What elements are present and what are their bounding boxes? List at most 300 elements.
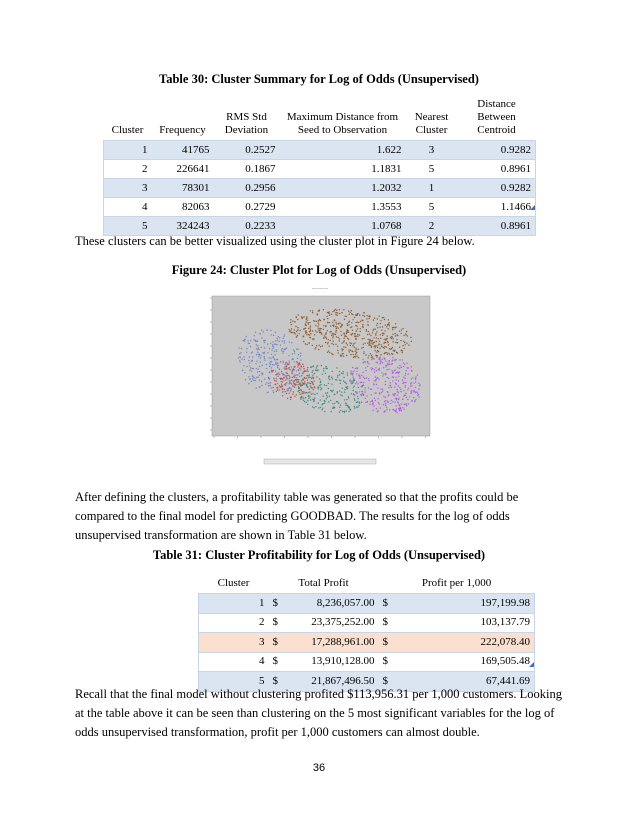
cluster-point — [322, 408, 323, 409]
cluster-point — [256, 368, 257, 369]
cluster-point — [312, 338, 313, 339]
maxdist-header-text: Maximum Distance from Seed to Observation — [286, 111, 399, 136]
cluster-point — [410, 393, 411, 394]
cluster-point — [304, 381, 305, 382]
cluster-point — [397, 352, 398, 353]
cluster-point — [349, 314, 350, 315]
cluster-point — [369, 404, 370, 405]
cluster-point — [332, 322, 333, 323]
cluster-point — [336, 323, 337, 324]
cluster-point — [277, 376, 278, 377]
cluster-point — [298, 391, 299, 392]
cluster-point — [294, 374, 295, 375]
cluster-point — [322, 404, 323, 405]
cluster-point — [385, 381, 386, 382]
cluster-point — [355, 383, 356, 384]
table-cell: 1 — [406, 179, 458, 198]
cluster-point — [411, 366, 412, 367]
cluster-point — [310, 337, 311, 338]
cluster-point — [395, 342, 396, 343]
cluster-point — [327, 342, 328, 343]
cluster-point — [385, 384, 386, 385]
cluster-point — [405, 375, 406, 376]
cluster-point — [388, 324, 389, 325]
cluster-point — [309, 388, 310, 389]
cluster-point — [262, 365, 263, 366]
cluster-point — [298, 388, 299, 389]
cluster-point — [286, 348, 287, 349]
rms-header-text: RMS Std Deviation — [224, 111, 269, 136]
cluster-point — [357, 328, 358, 329]
cluster-point — [289, 381, 290, 382]
cluster-point — [262, 374, 263, 375]
cluster-point — [270, 358, 271, 359]
cluster-point — [388, 319, 389, 320]
cluster-point — [355, 333, 356, 334]
cluster-point — [284, 366, 285, 367]
cluster-point — [335, 312, 336, 313]
cluster-point — [289, 382, 290, 383]
cluster-point — [286, 382, 287, 383]
cluster-point — [397, 389, 398, 390]
cluster-point — [271, 367, 272, 368]
cluster-point — [407, 389, 408, 390]
table-cell: $ — [269, 652, 291, 672]
cluster-point — [308, 328, 309, 329]
cluster-point — [314, 373, 315, 374]
cluster-point — [378, 402, 379, 403]
cluster-point — [398, 373, 399, 374]
cluster-point — [353, 343, 354, 344]
cluster-point — [333, 335, 334, 336]
cluster-point — [301, 396, 302, 397]
cluster-point — [253, 339, 254, 340]
cluster-point — [327, 368, 328, 369]
cluster-point — [308, 396, 309, 397]
cluster-point — [348, 332, 349, 333]
cluster-point — [342, 349, 343, 350]
cluster-point — [316, 331, 317, 332]
cluster-point — [384, 346, 385, 347]
cluster-point — [372, 357, 373, 358]
cluster-point — [294, 396, 295, 397]
cluster-point — [372, 344, 373, 345]
cluster-point — [268, 385, 269, 386]
table-cell: 78301 — [152, 179, 214, 198]
cluster-point — [367, 315, 368, 316]
cluster-point — [304, 371, 305, 372]
cluster-point — [371, 389, 372, 390]
cluster-point — [377, 362, 378, 363]
cluster-point — [311, 372, 312, 373]
cluster-point — [308, 392, 309, 393]
cluster-point — [325, 332, 326, 333]
cluster-point — [332, 378, 333, 379]
cluster-point — [315, 406, 316, 407]
cluster-point — [389, 409, 390, 410]
cluster-point — [386, 352, 387, 353]
cluster-point — [335, 314, 336, 315]
cluster-point — [327, 392, 328, 393]
table-cell: 4 — [104, 198, 152, 217]
cluster-point — [382, 362, 383, 363]
cluster-point — [345, 347, 346, 348]
cluster-point — [291, 328, 292, 329]
cluster-point — [360, 321, 361, 322]
cluster-point — [406, 363, 407, 364]
cluster-point — [310, 325, 311, 326]
cluster-point — [376, 341, 377, 342]
cluster-point — [294, 321, 295, 322]
cluster-point — [284, 349, 285, 350]
cluster-point — [379, 341, 380, 342]
cluster-point — [243, 340, 244, 341]
cluster-point — [394, 410, 395, 411]
cluster-point — [369, 316, 370, 317]
cluster-point — [301, 366, 302, 367]
cluster-point — [388, 369, 389, 370]
cluster-point — [283, 336, 284, 337]
cluster-point — [335, 379, 336, 380]
cluster-point — [400, 340, 401, 341]
cluster-point — [375, 333, 376, 334]
cluster-point — [312, 406, 313, 407]
cluster-point — [309, 396, 310, 397]
cluster-point — [279, 389, 280, 390]
cluster-point — [368, 363, 369, 364]
cluster-point — [394, 395, 395, 396]
cluster-point — [248, 360, 249, 361]
cluster-point — [273, 335, 274, 336]
cluster-point — [317, 326, 318, 327]
paragraph-line: These clusters can be better visualized using the cluster plot in Figure 24 below. — [75, 234, 475, 248]
cluster-point — [290, 322, 291, 323]
cluster-point — [347, 374, 348, 375]
cluster-point — [337, 312, 338, 313]
cluster-point — [294, 380, 295, 381]
cluster-point — [371, 394, 372, 395]
cluster-point — [389, 325, 390, 326]
cluster-point — [246, 352, 247, 353]
cluster-point — [306, 377, 307, 378]
cluster-point — [336, 310, 337, 311]
cluster-point — [392, 394, 393, 395]
cluster-point — [397, 342, 398, 343]
cluster-point — [372, 330, 373, 331]
cluster-point — [307, 382, 308, 383]
cluster-point — [241, 348, 242, 349]
cluster-point — [289, 387, 290, 388]
cluster-point — [339, 309, 340, 310]
cluster-point — [312, 330, 313, 331]
cluster-point — [375, 347, 376, 348]
cluster-point — [276, 359, 277, 360]
cluster-point — [385, 352, 386, 353]
cluster-point — [306, 332, 307, 333]
cluster-point — [356, 373, 357, 374]
cluster-point — [341, 342, 342, 343]
cluster-point — [415, 378, 416, 379]
cluster-point — [384, 358, 385, 359]
cluster-point — [324, 384, 325, 385]
cluster-point — [320, 346, 321, 347]
cluster-point — [276, 378, 277, 379]
cluster-point — [320, 320, 321, 321]
cluster-point — [333, 340, 334, 341]
cluster-point — [240, 352, 241, 353]
cluster-point — [316, 376, 317, 377]
cluster-point — [391, 348, 392, 349]
cluster-point — [332, 333, 333, 334]
cluster-point — [392, 363, 393, 364]
cluster-point — [382, 317, 383, 318]
cluster-point — [401, 333, 402, 334]
cluster-point — [368, 378, 369, 379]
cluster-point — [352, 351, 353, 352]
cluster-point — [341, 335, 342, 336]
cluster-point — [343, 377, 344, 378]
cluster-point — [271, 349, 272, 350]
cluster-point — [302, 318, 303, 319]
cluster-point — [268, 357, 269, 358]
plot-title-glyphs: ~~~~~~~ — [311, 286, 329, 291]
cluster-point — [397, 395, 398, 396]
cluster-point — [275, 340, 276, 341]
cluster-point — [255, 332, 256, 333]
cluster-point — [347, 323, 348, 324]
table31-header-total-profit: Total Profit — [298, 577, 349, 589]
cluster-point — [276, 387, 277, 388]
cluster-point — [336, 326, 337, 327]
cluster-point — [279, 385, 280, 386]
cluster-point — [406, 343, 407, 344]
cluster-point — [272, 346, 273, 347]
cluster-point — [403, 377, 404, 378]
cluster-point — [240, 361, 241, 362]
cluster-point — [241, 358, 242, 359]
cluster-point — [388, 344, 389, 345]
cluster-point — [360, 328, 361, 329]
cluster-point — [308, 377, 309, 378]
cluster-point — [323, 329, 324, 330]
cluster-point — [303, 400, 304, 401]
cluster-point — [395, 410, 396, 411]
cluster-point — [299, 376, 300, 377]
cluster-point — [411, 390, 412, 391]
cluster-point — [379, 392, 380, 393]
cluster-point — [396, 412, 397, 413]
cluster-point — [357, 407, 358, 408]
cluster-point — [357, 336, 358, 337]
cluster-point — [264, 347, 265, 348]
cluster-point — [359, 376, 360, 377]
cluster-point — [331, 353, 332, 354]
cluster-point — [287, 398, 288, 399]
cluster-point — [362, 372, 363, 373]
cluster-point — [398, 385, 399, 386]
cluster-point — [259, 387, 260, 388]
cluster-point — [288, 355, 289, 356]
cluster-point — [395, 369, 396, 370]
cluster-point — [313, 407, 314, 408]
cluster-point — [358, 322, 359, 323]
cluster-point — [306, 321, 307, 322]
cluster-point — [274, 354, 275, 355]
cluster-point — [283, 380, 284, 381]
cluster-point — [303, 368, 304, 369]
cluster-point — [251, 352, 252, 353]
cluster-point — [306, 334, 307, 335]
cluster-point — [374, 380, 375, 381]
cluster-point — [386, 407, 387, 408]
cluster-point — [355, 354, 356, 355]
cluster-point — [415, 399, 416, 400]
cluster-point — [386, 409, 387, 410]
table30-resize-handle[interactable] — [530, 205, 535, 210]
cluster-point — [355, 351, 356, 352]
cluster-point — [326, 316, 327, 317]
table-cell: 324243 — [152, 217, 214, 236]
cluster-point — [356, 336, 357, 337]
cluster-point — [261, 385, 262, 386]
cluster-point — [264, 352, 265, 353]
cluster-point — [270, 364, 271, 365]
cluster-point — [257, 340, 258, 341]
cluster-point — [385, 373, 386, 374]
cluster-point — [400, 389, 401, 390]
cluster-point — [343, 356, 344, 357]
cluster-point — [350, 409, 351, 410]
cluster-point — [399, 368, 400, 369]
cluster-point — [272, 364, 273, 365]
cluster-point — [332, 337, 333, 338]
cluster-point — [297, 329, 298, 330]
cluster-point — [358, 374, 359, 375]
cluster-point — [389, 364, 390, 365]
table-cell: 1.622 — [280, 141, 406, 160]
cluster-point — [252, 356, 253, 357]
cluster-point — [359, 314, 360, 315]
cluster-point — [345, 386, 346, 387]
cluster-point — [386, 326, 387, 327]
cluster-point — [388, 353, 389, 354]
cluster-point — [277, 367, 278, 368]
cluster-point — [250, 340, 251, 341]
cluster-point — [346, 399, 347, 400]
cluster-point — [309, 322, 310, 323]
cluster-point — [310, 367, 311, 368]
cluster-point — [292, 332, 293, 333]
cluster-point — [367, 343, 368, 344]
paragraph-line: Recall that the final model without clustering profited $113,956.31 per 1,000 customers. Looking — [75, 687, 562, 701]
cluster-point — [379, 315, 380, 316]
cluster-point — [336, 330, 337, 331]
cluster-point — [316, 367, 317, 368]
cluster-point — [305, 343, 306, 344]
cluster-point — [249, 369, 250, 370]
cluster-point — [354, 406, 355, 407]
cluster-point — [405, 385, 406, 386]
cluster-point — [383, 333, 384, 334]
table-cell: $ — [269, 613, 291, 633]
cluster-point — [288, 375, 289, 376]
cluster-point — [294, 329, 295, 330]
cluster-point — [259, 366, 260, 367]
cluster-point — [283, 360, 284, 361]
cluster-point — [360, 331, 361, 332]
cluster-point — [249, 343, 250, 344]
cluster-point — [300, 353, 301, 354]
table-cell: 197,199.98 — [419, 594, 535, 614]
cluster-point — [249, 356, 250, 357]
cluster-point — [291, 342, 292, 343]
cluster-point — [270, 361, 271, 362]
cluster-point — [315, 347, 316, 348]
cluster-point — [342, 388, 343, 389]
cluster-point — [375, 376, 376, 377]
cluster-point — [288, 364, 289, 365]
cluster-point — [275, 332, 276, 333]
cluster-point — [392, 376, 393, 377]
cluster-point — [392, 341, 393, 342]
cluster-point — [394, 333, 395, 334]
cluster-point — [290, 399, 291, 400]
cluster-point — [278, 365, 279, 366]
table-cell: 0.1867 — [214, 160, 280, 179]
cluster-point — [366, 401, 367, 402]
cluster-point — [356, 406, 357, 407]
cluster-point — [258, 347, 259, 348]
table-cell: $ — [269, 594, 291, 614]
cluster-point — [349, 351, 350, 352]
cluster-point — [371, 357, 372, 358]
cluster-point — [353, 371, 354, 372]
cluster-point — [355, 391, 356, 392]
cluster-point — [282, 348, 283, 349]
cluster-point — [322, 396, 323, 397]
paragraph-conclusion — [75, 685, 570, 742]
plot-scrollbar[interactable] — [264, 459, 376, 464]
cluster-point — [330, 325, 331, 326]
cluster-point — [254, 335, 255, 336]
table31-resize-handle[interactable] — [529, 662, 534, 667]
cluster-point — [389, 354, 390, 355]
cluster-point — [383, 367, 384, 368]
cluster-point — [364, 316, 365, 317]
cluster-point — [406, 370, 407, 371]
cluster-point — [285, 383, 286, 384]
cluster-point — [385, 400, 386, 401]
cluster-point — [334, 333, 335, 334]
cluster-point — [378, 379, 379, 380]
table31-caption: Table 31: Cluster Profitability for Log of Odds (Unsupervised) — [152, 548, 486, 562]
table-cell: $ — [379, 652, 419, 672]
cluster-point — [324, 402, 325, 403]
cluster-point — [396, 398, 397, 399]
cluster-point — [393, 327, 394, 328]
cluster-point — [289, 376, 290, 377]
cluster-point — [341, 353, 342, 354]
cluster-point — [381, 346, 382, 347]
cluster-point — [266, 368, 267, 369]
cluster-point — [398, 399, 399, 400]
cluster-point — [414, 383, 415, 384]
cluster-point — [362, 386, 363, 387]
cluster-point — [337, 337, 338, 338]
cluster-point — [339, 411, 340, 412]
cluster-point — [248, 376, 249, 377]
cluster-point — [297, 366, 298, 367]
